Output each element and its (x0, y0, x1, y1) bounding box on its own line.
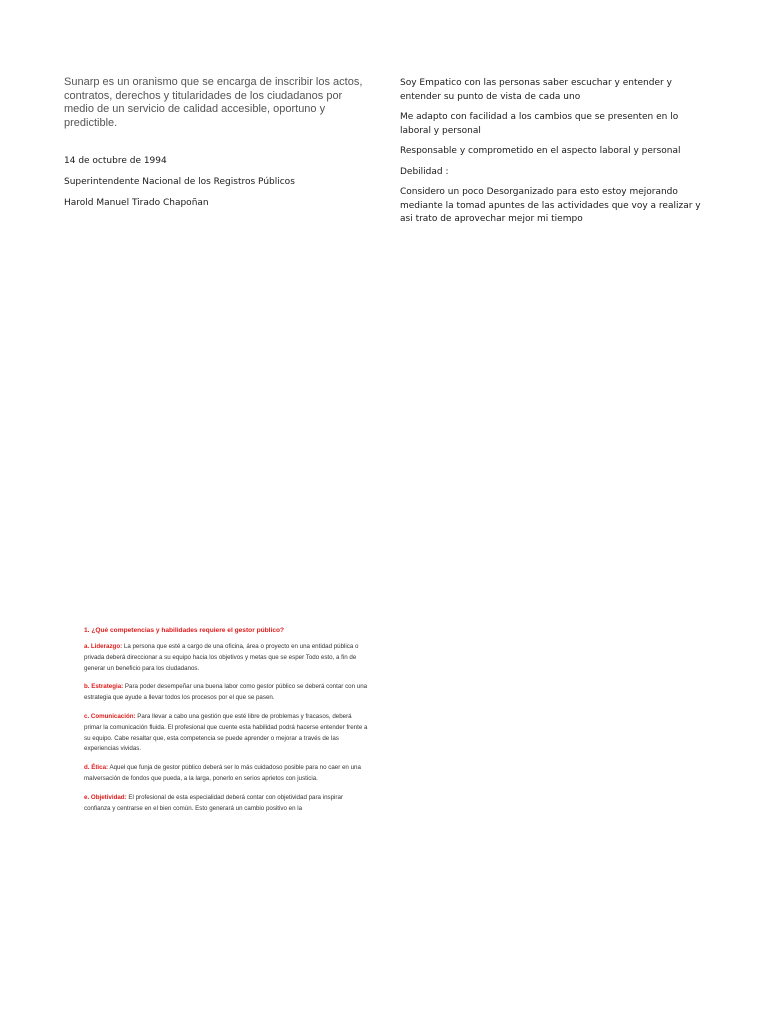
strength-adaptability: Me adapto con facilidad a los cambios que se presenten en lo laboral y personal (400, 112, 679, 136)
competency-item (84, 712, 370, 755)
competency-item (84, 793, 370, 815)
competency-label: e. Objetividad: (84, 793, 127, 801)
competency-text: Para llevar a cabo una gestión que esté libre de problemas y fracasos, deberá primar la comunicación fluida. El profesional que cuente esta habilidad podrá hacerse entender frente a su equipo. Cabe resaltar que, esta competencia se puede aprender o mejorar a través de las experiencias vividas. (84, 712, 368, 753)
competency-label: d. Ética: (84, 764, 109, 772)
competency-text: Aquel que funja de gestor público deberá ser lo más cuidadoso posible para no caer en una malversación de fondos que pueda, a la larga, ponerlo en serios aprietos con justicia. (84, 764, 361, 782)
competency-label: a. Liderazgo: (84, 643, 123, 650)
strength-empathy: Soy Empatico con las personas saber escuchar y entender y entender su punto de vista de cada uno (400, 78, 672, 102)
competency-item (84, 682, 370, 704)
competency-item (84, 642, 370, 674)
competency-text: La persona que esté a cargo de una oficina, área o proyecto en una entidad pública o privada deberá direccionar a su equipo hacia los objetivos y metas que se esper Todo esto, a fin de generar un beneficio para los ciudadanos. (84, 643, 359, 672)
intro-paragraph: Sunarp es un oranismo que se encarga de inscribir los actos, contratos, derechos y titularidades de los ciudadanos por medio de un servicio de calidad accesible, oportuno y predictible. (64, 76, 363, 129)
competency-item (84, 763, 370, 785)
competency-label: c. Comunicación: (84, 712, 136, 720)
left-column (64, 76, 364, 219)
competency-text: Para poder desempeñar una buena labor como gestor público se deberá contar con una estrategia que ayude a llevar todos los procesos por el que se pasen. (84, 683, 368, 702)
weakness-description: Considero un poco Desorganizado para esto estoy mejorando mediante la tomad apuntes de las actividades que voy a realizar y asi trato de aprovechar mejor mi tiempo (400, 187, 701, 224)
competency-text: El profesional de esta especialidad deberá contar con objetividad para inspirar confianza y centrarse en el bien común. Esto generará un cambio positivo en la (84, 793, 343, 812)
institution-title: Superintendente Nacional de los Registros Públicos (64, 177, 295, 187)
weakness-heading: Debilidad : (400, 166, 449, 177)
competency-label: b. Estrategia: (84, 683, 124, 691)
person-name: Harold Manuel Tirado Chapoñan (64, 198, 209, 208)
question-heading: 1. ¿Qué competencias y habilidades requiere el gestor público? (84, 627, 285, 634)
right-column (400, 77, 712, 234)
founding-date: 14 de octubre de 1994 (64, 156, 167, 166)
competencies-excerpt (84, 626, 370, 840)
strength-responsibility: Responsable y comprometido en el aspecto laboral y personal (400, 146, 681, 156)
